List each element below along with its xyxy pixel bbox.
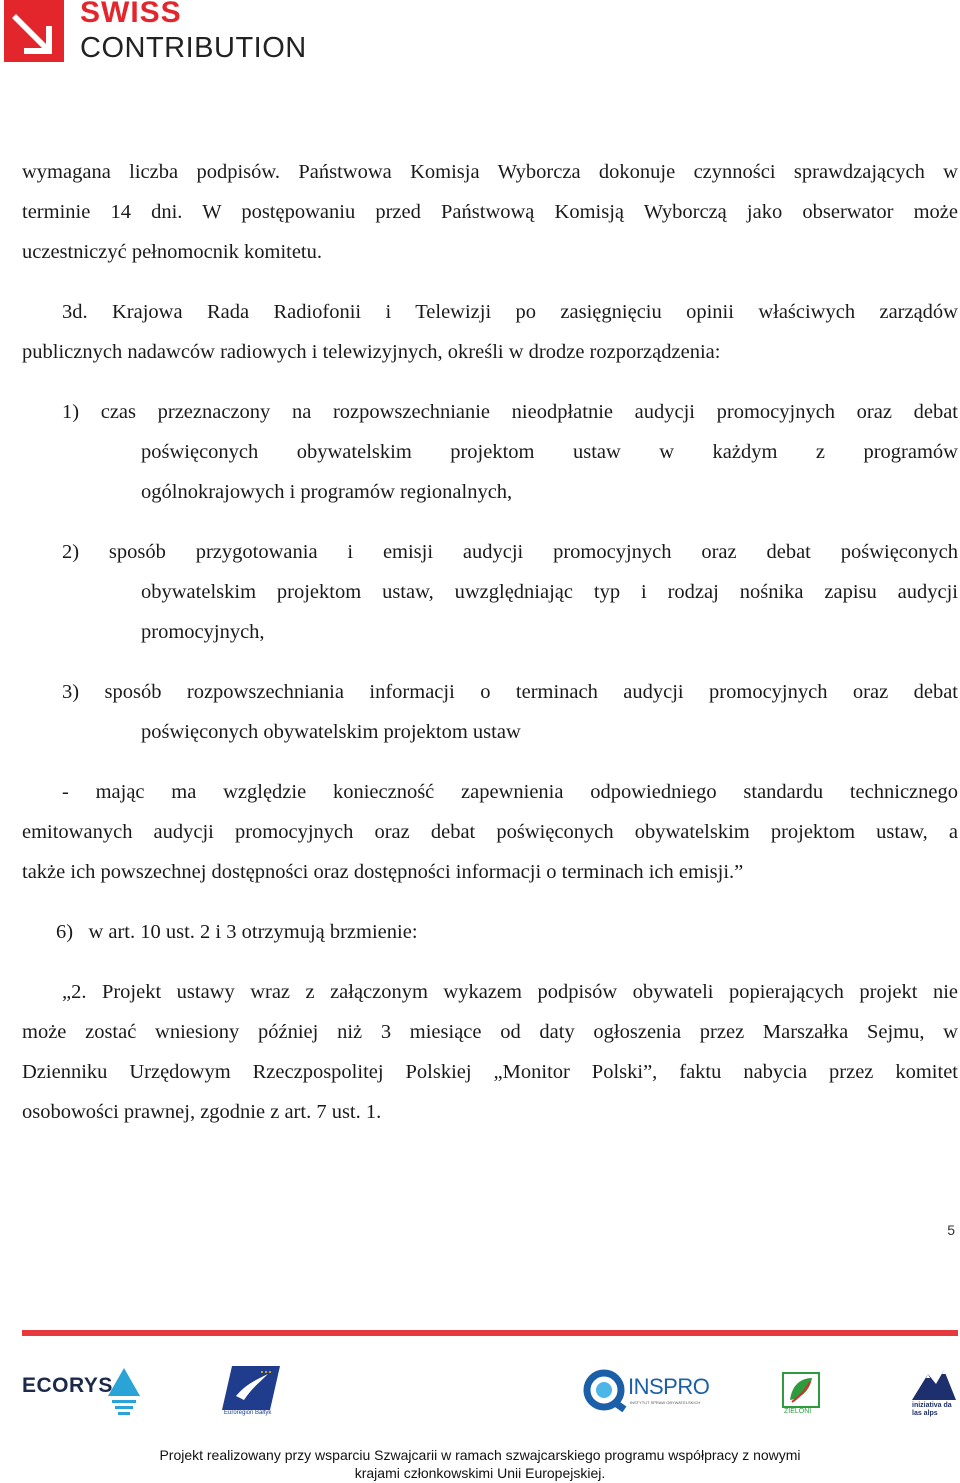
paragraph-2-line-4: osobowości prawnej, zgodnie z art. 7 ust. 1. [22,1101,382,1123]
paragraph-2-line-1: „2. Projekt ustawy wraz z załączonym wykazem podpisów obywateli popierających projekt nie [62,981,958,1003]
zieloni-logo [782,1372,820,1418]
inspro-q-icon [582,1368,630,1416]
logo-text-swiss: SWISS [80,0,182,29]
paragraph-conclusion-line-3: także ich powszechnej dostępności oraz dostępności informacji o terminach ich emisji.” [22,861,744,883]
swiss-flag-arrow-icon [4,0,64,62]
inspro-logo [582,1368,710,1418]
paragraph-1-line-2: terminie 14 dni. W postępowaniu przed Państwową Komisją Wyborczą jako obserwator może [22,201,958,223]
item-1-line-1: 1) czas przeznaczony na rozpowszechnianie nieodpłatnie audycji promocyjnych oraz debat [62,401,958,423]
paragraph-1-line-3: uczestniczyć pełnomocnik komitetu. [22,241,323,263]
paragraph-conclusion-line-2: emitowanych audycji promocyjnych oraz debat poświęconych obywatelskim projektom ustaw, a [22,821,958,843]
inspro-text: INSPRO [628,1374,710,1399]
item-2-line-3: promocyjnych, [141,621,265,643]
footer-divider [22,1330,958,1336]
paragraph-2-line-2: może zostać wniesiony później niż 3 miesiące od daty ogłoszenia przez Marszałka Sejmu, w [22,1021,958,1043]
footer-text-line-2: krajami członkowskimi Unii Europejskiej. [354,1465,606,1481]
footer-text-line-1: Projekt realizowany przy wsparciu Szwajcarii w ramach szwajcarskiego programu współpracy z nowymi [159,1447,801,1463]
amendment-point-6: 6) w art. 10 ust. 2 i 3 otrzymują brzmienie: [56,921,418,943]
paragraph-2-line-3: Dzienniku Urzędowym Rzeczpospolitej Polskiej „Monitor Polski”, faktu nabycia przez komitet [22,1061,958,1083]
mountain-icon [912,1366,956,1400]
euroregion-baltyk-logo [222,1366,280,1418]
paragraph-conclusion-line-1: - mając ma względzie konieczność zapewnienia odpowiedniego standardu technicznego [62,781,958,803]
item-3-line-1: 3) sposób rozpowszechniania informacji o terminach audycji promocyjnych oraz debat [62,681,958,703]
euroregion-bird-icon [222,1366,280,1410]
zieloni-leaf-icon [782,1372,820,1408]
item-1-line-3: ogólnokrajowych i programów regionalnych, [141,481,513,503]
item-1-line-2: poświęconych obywatelskim projektom ustaw w każdym z programów [141,441,958,463]
ecorys-triangle-icon [106,1366,142,1420]
iniziativa-text: iniziativa da las alps [912,1402,952,1417]
item-2-line-2: obywatelskim projektom ustaw, uwzględniając typ i rodzaj nośnika zapisu audycji [141,581,958,603]
inspro-subtitle: INSTYTUT SPRAW OBYWATELSKICH [630,1400,701,1405]
logo-text-contribution: CONTRIBUTION [80,32,307,64]
item-3-line-2: poświęconych obywatelskim projektom ustaw [141,721,521,743]
paragraph-1-line-1: wymagana liczba podpisów. Państwowa Komisja Wyborcza dokonuje czynności sprawdzających w [22,161,958,183]
ecorys-logo [22,1366,142,1420]
iniziativa-logo [912,1366,958,1422]
ecorys-logo-text: ECORYS [22,1374,113,1397]
paragraph-3d-line-2: publicznych nadawców radiowych i telewizyjnych, określi w drodze rozporządzenia: [22,341,721,363]
item-2-line-1: 2) sposób przygotowania i emisji audycji promocyjnych oraz debat poświęconych [62,541,958,563]
euroregion-caption: Euroregion Bałtyk [224,1410,272,1416]
zieloni-text: ZIELONI [784,1408,812,1415]
paragraph-3d-line-1: 3d. Krajowa Rada Radiofonii i Telewizji po zasięgnięciu opinii właściwych zarządów [62,301,958,323]
page-number: 5 [947,1222,955,1238]
